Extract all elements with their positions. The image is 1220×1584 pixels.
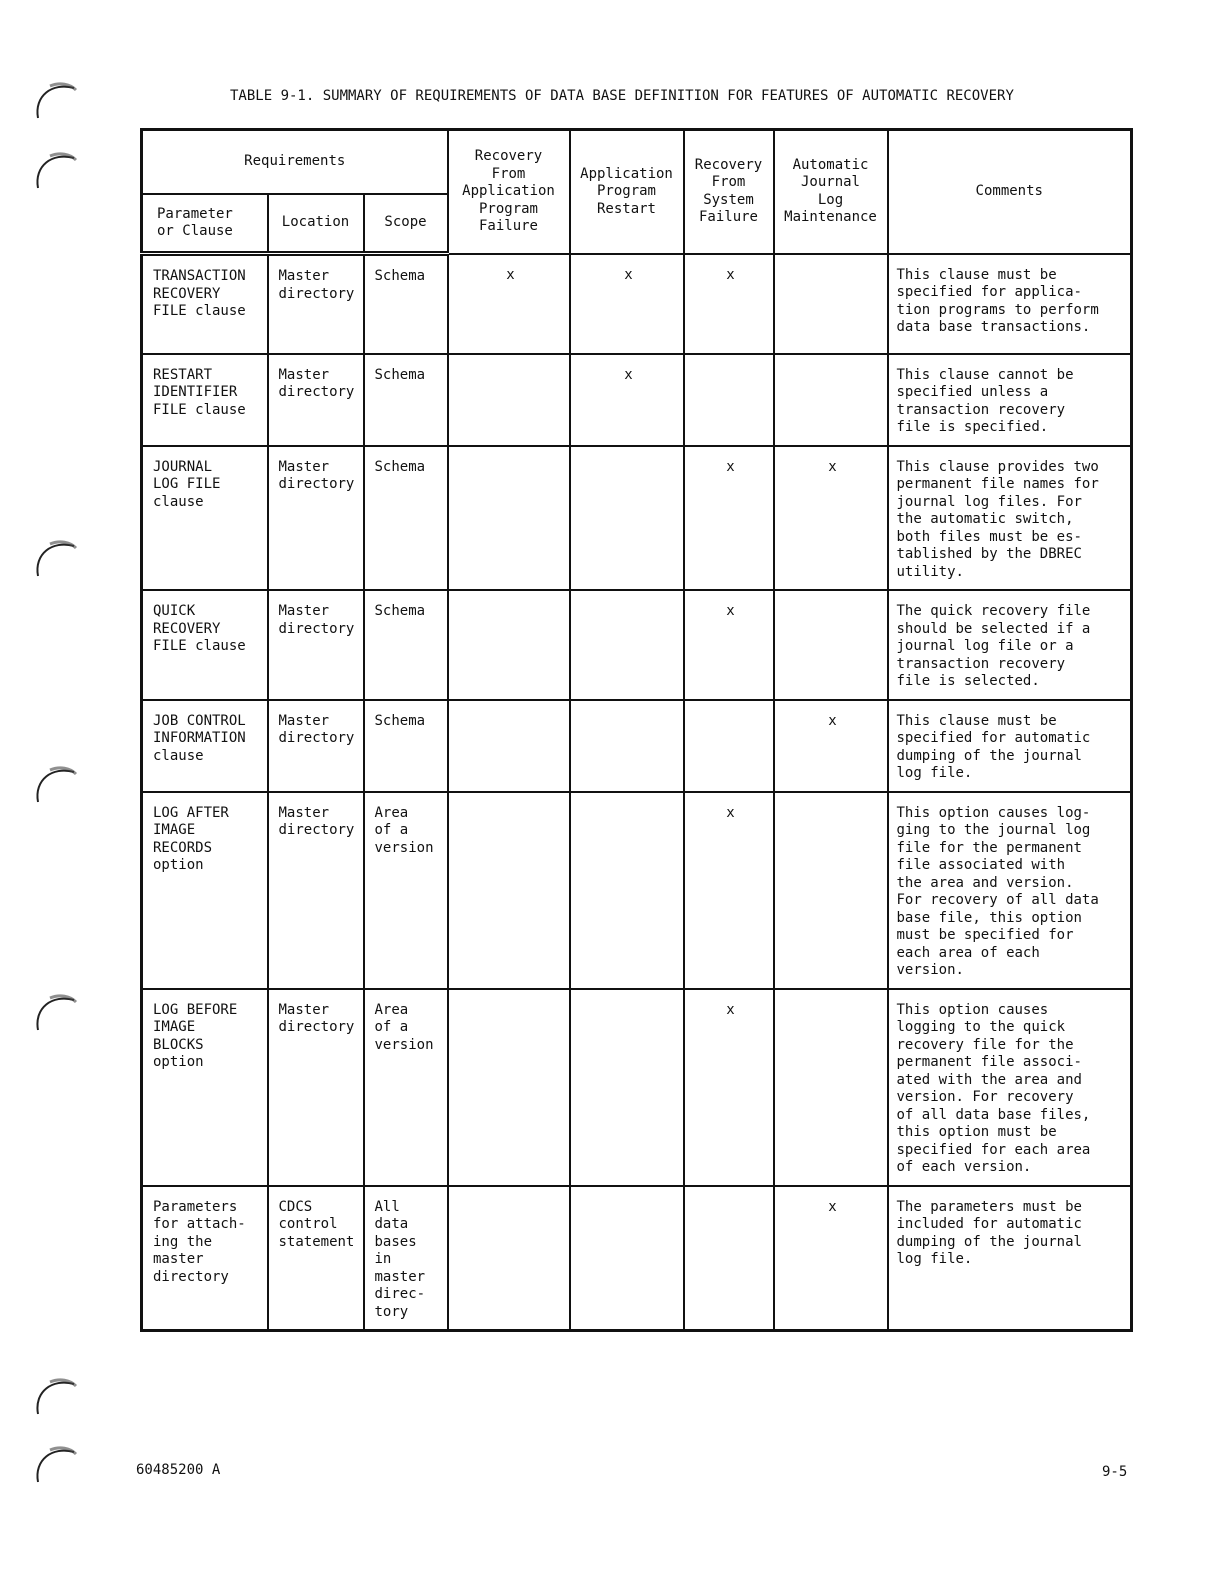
- table-row: [142, 590, 1132, 700]
- scope-cell: Schema: [364, 590, 448, 700]
- binder-hole-mark: [30, 762, 78, 806]
- document-number: 60485200 A: [136, 1462, 221, 1478]
- page-number: 9-5: [1102, 1464, 1128, 1480]
- parameter-cell: QUICK RECOVERY FILE clause: [142, 590, 268, 700]
- table-row: [142, 446, 1132, 591]
- system-failure-mark: x: [684, 446, 774, 591]
- comment-cell: This option causes log- ging to the journal log file for the permanent file associated with the area and version. For recovery of all data base file, this option must be specified for each area of each version.: [888, 792, 1132, 989]
- parameter-cell: TRANSACTION RECOVERY FILE clause: [142, 254, 268, 354]
- app-restart-mark: [570, 1186, 684, 1331]
- app-failure-mark: [448, 1186, 570, 1331]
- system-failure-mark: x: [684, 792, 774, 989]
- journal-log-mark: [774, 590, 888, 700]
- app-failure-mark: [448, 700, 570, 792]
- journal-log-mark: [774, 792, 888, 989]
- app-failure-mark: [448, 590, 570, 700]
- header-journal-log-maintenance: Automatic Journal Log Maintenance: [774, 130, 888, 254]
- binder-hole-mark: [30, 1442, 78, 1486]
- parameter-cell: LOG BEFORE IMAGE BLOCKS option: [142, 989, 268, 1186]
- header-recovery-system-failure: Recovery From System Failure: [684, 130, 774, 254]
- location-cell: Master directory: [268, 254, 364, 354]
- scope-cell: Schema: [364, 446, 448, 591]
- app-failure-mark: [448, 354, 570, 446]
- system-failure-mark: x: [684, 254, 774, 354]
- header-requirements: Requirements: [142, 130, 448, 195]
- location-cell: Master directory: [268, 792, 364, 989]
- journal-log-mark: [774, 354, 888, 446]
- app-restart-mark: x: [570, 254, 684, 354]
- app-restart-mark: [570, 446, 684, 591]
- parameter-cell: LOG AFTER IMAGE RECORDS option: [142, 792, 268, 989]
- binder-hole-mark: [30, 148, 78, 192]
- table-row: [142, 254, 1132, 354]
- table-title: TABLE 9-1. SUMMARY OF REQUIREMENTS OF DATA BASE DEFINITION FOR FEATURES OF AUTOMATIC RECOVERY: [230, 88, 1014, 104]
- scope-cell: Schema: [364, 700, 448, 792]
- comment-cell: The parameters must be included for automatic dumping of the journal log file.: [888, 1186, 1132, 1331]
- location-cell: Master directory: [268, 446, 364, 591]
- binder-hole-mark: [30, 78, 78, 122]
- table-row: [142, 989, 1132, 1186]
- journal-log-mark: [774, 254, 888, 354]
- header-recovery-app-failure: Recovery From Application Program Failure: [448, 130, 570, 254]
- table-row: [142, 700, 1132, 792]
- header-location: Location: [268, 194, 364, 254]
- comment-cell: The quick recovery file should be selected if a journal log file or a transaction recovery file is selected.: [888, 590, 1132, 700]
- location-cell: Master directory: [268, 700, 364, 792]
- app-failure-mark: [448, 792, 570, 989]
- app-restart-mark: [570, 700, 684, 792]
- table-row: [142, 1186, 1132, 1331]
- location-cell: CDCS control statement: [268, 1186, 364, 1331]
- system-failure-mark: x: [684, 590, 774, 700]
- app-restart-mark: x: [570, 354, 684, 446]
- comment-cell: This clause cannot be specified unless a transaction recovery file is specified.: [888, 354, 1132, 446]
- comment-cell: This clause must be specified for applica- tion programs to perform data base transactions.: [888, 254, 1132, 354]
- requirements-table: [140, 128, 1133, 1332]
- binder-hole-mark: [30, 990, 78, 1034]
- comment-cell: This option causes logging to the quick recovery file for the permanent file associ- ated with the area and version. For recovery of all data base files, this option must be specified for each area of each version.: [888, 989, 1132, 1186]
- location-cell: Master directory: [268, 354, 364, 446]
- journal-log-mark: [774, 989, 888, 1186]
- comment-cell: This clause provides two permanent file names for journal log files. For the automatic switch, both files must be es- tablished by the DBREC utility.: [888, 446, 1132, 591]
- app-failure-mark: [448, 446, 570, 591]
- parameter-cell: RESTART IDENTIFIER FILE clause: [142, 354, 268, 446]
- header-parameter: Parameter or Clause: [142, 194, 268, 254]
- binder-hole-mark: [30, 536, 78, 580]
- scope-cell: Schema: [364, 254, 448, 354]
- binder-hole-mark: [30, 1374, 78, 1418]
- parameter-cell: Parameters for attach- ing the master directory: [142, 1186, 268, 1331]
- scope-cell: All data bases in master direc- tory: [364, 1186, 448, 1331]
- app-restart-mark: [570, 792, 684, 989]
- system-failure-mark: [684, 700, 774, 792]
- app-restart-mark: [570, 989, 684, 1186]
- journal-log-mark: x: [774, 700, 888, 792]
- scope-cell: Schema: [364, 354, 448, 446]
- location-cell: Master directory: [268, 989, 364, 1186]
- app-restart-mark: [570, 590, 684, 700]
- table-row: [142, 792, 1132, 989]
- parameter-cell: JOB CONTROL INFORMATION clause: [142, 700, 268, 792]
- scope-cell: Area of a version: [364, 792, 448, 989]
- header-scope: Scope: [364, 194, 448, 254]
- location-cell: Master directory: [268, 590, 364, 700]
- parameter-cell: JOURNAL LOG FILE clause: [142, 446, 268, 591]
- system-failure-mark: x: [684, 989, 774, 1186]
- system-failure-mark: [684, 1186, 774, 1331]
- journal-log-mark: x: [774, 1186, 888, 1331]
- app-failure-mark: [448, 989, 570, 1186]
- journal-log-mark: x: [774, 446, 888, 591]
- comment-cell: This clause must be specified for automatic dumping of the journal log file.: [888, 700, 1132, 792]
- table-row: [142, 354, 1132, 446]
- scope-cell: Area of a version: [364, 989, 448, 1186]
- app-failure-mark: x: [448, 254, 570, 354]
- header-app-restart: Application Program Restart: [570, 130, 684, 254]
- header-comments: Comments: [888, 130, 1132, 254]
- system-failure-mark: [684, 354, 774, 446]
